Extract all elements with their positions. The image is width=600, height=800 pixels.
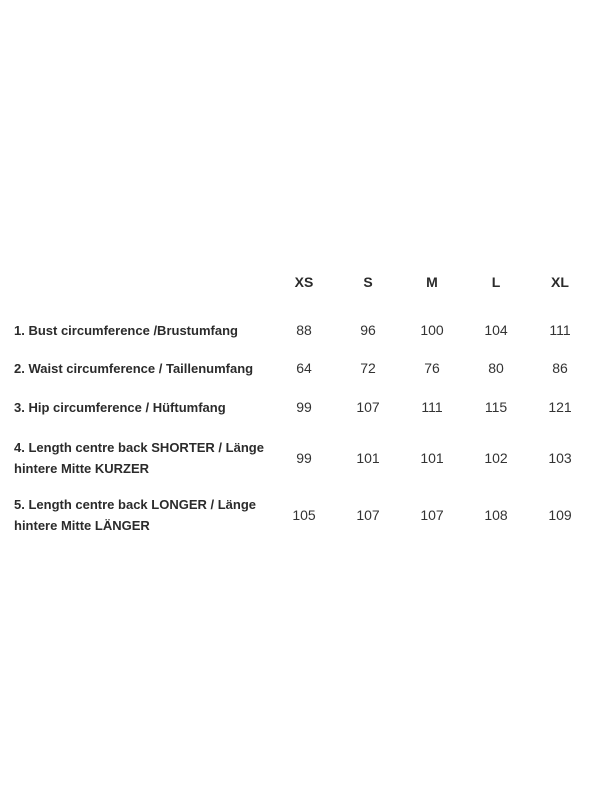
table-row-waist-circumference — [14, 358, 592, 378]
row-label-bust: 1. Bust circumference /Brustumfang — [14, 322, 238, 338]
measurement-value: 102 — [484, 450, 508, 466]
measurement-value: 111 — [421, 399, 443, 415]
measurement-value: 111 — [549, 322, 571, 338]
row-label-length-shorter: 4. Length centre back SHORTER / Länge hintere Mitte KURZER — [14, 440, 264, 476]
row-label-hip: 3. Hip circumference / Hüftumfang — [14, 399, 226, 415]
measurement-value: 115 — [484, 399, 508, 415]
measurement-value: 80 — [488, 360, 504, 376]
measurement-value: 107 — [356, 399, 380, 415]
size-column-header-xs: XS — [294, 274, 314, 290]
measurement-value: 76 — [424, 360, 440, 376]
measurement-value: 96 — [360, 322, 376, 338]
measurement-value: 99 — [296, 450, 312, 466]
row-label-length-longer: 5. Length centre back LONGER / Länge hintere Mitte LÄNGER — [14, 497, 256, 533]
size-column-header-s: S — [363, 274, 373, 290]
measurement-value: 88 — [296, 322, 312, 338]
size-column-header-xl: XL — [551, 274, 569, 290]
size-header-row — [14, 272, 592, 292]
measurement-value: 101 — [356, 450, 380, 466]
measurement-value: 107 — [356, 507, 380, 523]
table-row-length-centre-back-shorter — [14, 437, 592, 479]
table-row-bust-circumference — [14, 320, 592, 340]
size-column-header-m: M — [426, 274, 438, 290]
size-chart-table — [14, 272, 592, 536]
measurement-value: 109 — [548, 507, 572, 523]
measurement-value: 72 — [360, 360, 376, 376]
measurement-value: 101 — [420, 450, 444, 466]
measurement-value: 104 — [484, 322, 508, 338]
measurement-value: 100 — [420, 322, 444, 338]
measurement-value: 121 — [548, 399, 572, 415]
size-column-header-l: L — [491, 274, 501, 290]
measurement-value: 107 — [420, 507, 444, 523]
measurement-value: 99 — [296, 399, 312, 415]
table-row-length-centre-back-longer — [14, 494, 592, 536]
table-row-hip-circumference — [14, 397, 592, 417]
row-label-waist: 2. Waist circumference / Taillenumfang — [14, 360, 254, 376]
measurement-value: 86 — [552, 360, 568, 376]
measurement-value: 64 — [296, 360, 312, 376]
measurement-value: 108 — [484, 507, 508, 523]
measurement-value: 103 — [548, 450, 572, 466]
measurement-value: 105 — [292, 507, 316, 523]
